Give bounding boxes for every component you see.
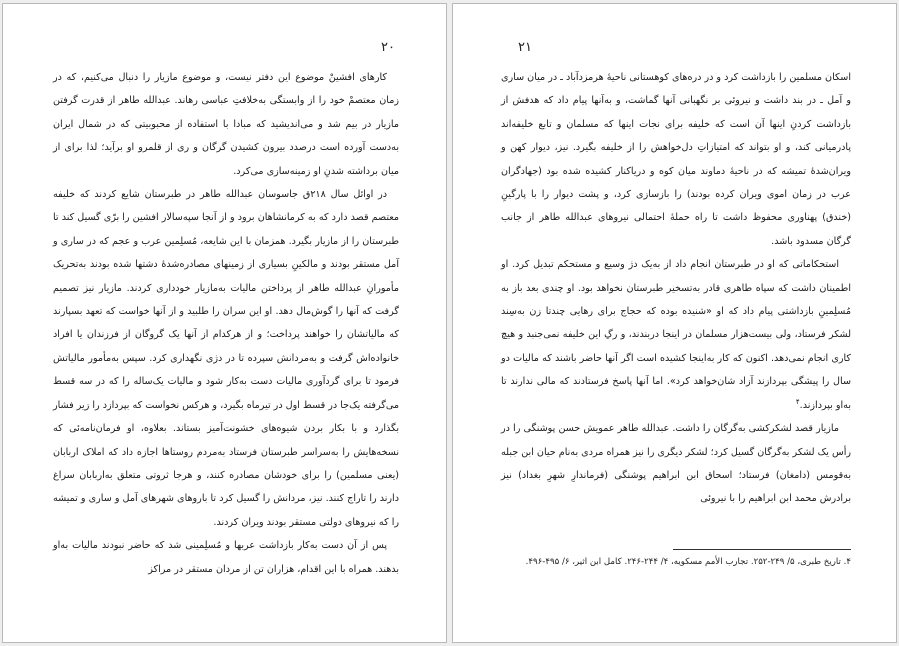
right-page bbox=[452, 3, 897, 643]
paragraph bbox=[501, 253, 851, 417]
page-body bbox=[53, 66, 399, 581]
paragraph-text: استحکاماتی که او در طبرستان انجام داد از به‌یک دژ وسیع و مستحکم تبدیل کرد. او اطمینان داشت که سپاه طاهری قادر به‌تسخیر طبرستان نخواهد بود. او چندی بعد باز به مُسلِمینِ بازداشتی پیام داد که او «شنیده بوده که حجاج برای رهایی چندتا زن به‌سِند لشکر فرستاد، ولی بیست‌هزار مسلمان در اینجا دربندند، و رگِ این خلیفه نمی‌جنبد و هیچ کاری انجام نمی‌دهد. اکنون که کار به‌اینجا کشیده است اگر آنها حاضر باشند که مالیات دو سال را پیشگی بپردازند آزاد شان‌خواهد کرد». اما آنها پاسخ فرستادند که مالی ندارند تا به‌او بپردازند. bbox=[501, 259, 851, 411]
paragraph: اسکان مسلمین را بازداشت کرد و در دره‌های کوهستانی ناحیهٔ هرمزدآباد ـ در میان ساری و آمل ـ در بند داشت و نیروئی بر نگهبانی آنها گماشت، و به‌آنها پیام داد که هدفش از بازداشت کردنِ اینها آن است که خلیفه برای نجات اینها که مسلمان و تابع خلیفه‌اند پادرمیانی کند، و او بتواند که امتیازاتِ دل‌خواهش را از خلیفه بگیرد. نیز، دیوار کهن و ویران‌شدهٔ تمیشه که در ناحیهٔ دماوند میان کوه و دریاکنار کشیده شده بود (جهادگران عرب در زمان اموی ویران کرده بودند) را بازسازی کرد، و پشت دیوار را با پارگینِ (خندق) پهناوری محفوظ داشت تا راه حملهٔ احتمالی نیروهای عبدالله طاهر از جانب گرگان مسدود باشد. bbox=[501, 72, 851, 247]
paragraph: در اوائل سال ۲۱۸ق جاسوسان عبدالله طاهر در طبرستان شایع کردند که خلیفه معتصم قصد دارد که به کرمانشاهان برود و از آنجا سپه‌سالار افشین را برّی گسیل کند تا طبرستان را از مازیار بگیرد. همزمان با این شایعه، مُسلِمین عرب و عجم که در ساری و آمل مستقر بودند و مالکینِ بسیاری از زمینهای مصادره‌شدهٔ دشتها شده بودند به‌تحریک مأمورانِ عبدالله طاهر از پرداختن مالیات به‌مازیار خودداری کردند. مازیار نیز تصمیم گرفت که آنها را گوش‌مال دهد. او این سران را طلبید و از آنها خواست که تعهد بسپارند که مالیاتشان را خواهند پرداخت؛ و از هرکدام از آنها یک گروگان از فرزندان یا افراد خانواده‌اش گرفت و به‌مردانش سپرده تا در دژی نگهداری کرد. سپس به‌مأمور مالیاتش فرمود تا برای گردآوری مالیات دست به‌کار شود و مالیات یک‌ساله را که در سه قسط می‌گرفته یک‌جا در قسط اول در تیرماه بگیرد، و هرکس نخواست که بپردازد را زیر فشار بگذارد و با بکار بردن شیوه‌های خشونت‌آمیز بستاند. بعلاوه، او فرمان‌نامه‌ئی که نسخه‌هایش را به‌سراسر طبرستان فرستاد به‌مردم روستاها اجازه داد که املاک اربابان (یعنی مسلمین) را برای خودشان مصادره کنند، و هرجا ثروتی متعلق به‌اربابان سراغ دارند را تاراج کنند. نیز، مردانش را گسیل کرد تا باروهای شهرهای آمل و ساری و تمیشه را که نیروهای دولتی مستقر بودند ویران کردند. bbox=[52, 189, 399, 528]
page-number: ۲۱ bbox=[518, 40, 532, 55]
page-number: ۲۰ bbox=[381, 40, 395, 55]
left-page bbox=[2, 3, 447, 643]
footnote: ۴. تاریخ طبری، ۵/ ۲۴۹-۲۵۲. تجارب الأمم مسکویه، ۴/ ۲۴۴-۲۴۶. کامل ابن اثیر، ۶/ ۴۹۵-۴۹۶. bbox=[525, 557, 851, 567]
footnote-divider bbox=[673, 549, 851, 550]
paragraph: مازیار قصد لشکرکشی به‌گرگان را داشت. عبدالله طاهر عمویش حسن پوشنگی را در رأس یک لشکر به‌گرگان گسیل کرد؛ لشکر دیگری را نیز همراه مردی به‌نام حیان ابن جبله به‌قومس (دامغان) فرستاد؛ اسحاق ابن ابراهیم پوشنگی (فرماندارِ شهرِ بغداد) نیز برادرش محمد ابن ابراهیم را با نیروئی bbox=[501, 423, 851, 505]
page-body bbox=[501, 66, 851, 511]
footnote-marker: ۴ bbox=[795, 397, 800, 406]
paragraph: پس از آن دست به‌کار بازداشت عربها و مُسلِمینی شد که حاضر نبودند مالیات به‌او بدهند. همراه با این اقدام، هزاران تن از مردان مستقر در مراکز bbox=[53, 540, 399, 575]
paragraph: کارهای افشین‌ْ موضوع این دفتر نیست، و موضوع مازیار را دنبال می‌کنیم، که در زمان معتصم‌ْ خود را از وابستگی به‌خلافتِ عباسی رهاند. عبدالله طاهر از قدرت گرفتن مازیار در بیم شد و می‌اندیشید که مبادا با استفاده از محبوبیتی که در شمال ایران به‌دست آورده است درصدد بیرون کشیدن گرگان و ری از قلمرو او برآید؛ لذا برای از میان برداشته شدنِ او زمینه‌سازی می‌کرد. bbox=[53, 72, 399, 177]
